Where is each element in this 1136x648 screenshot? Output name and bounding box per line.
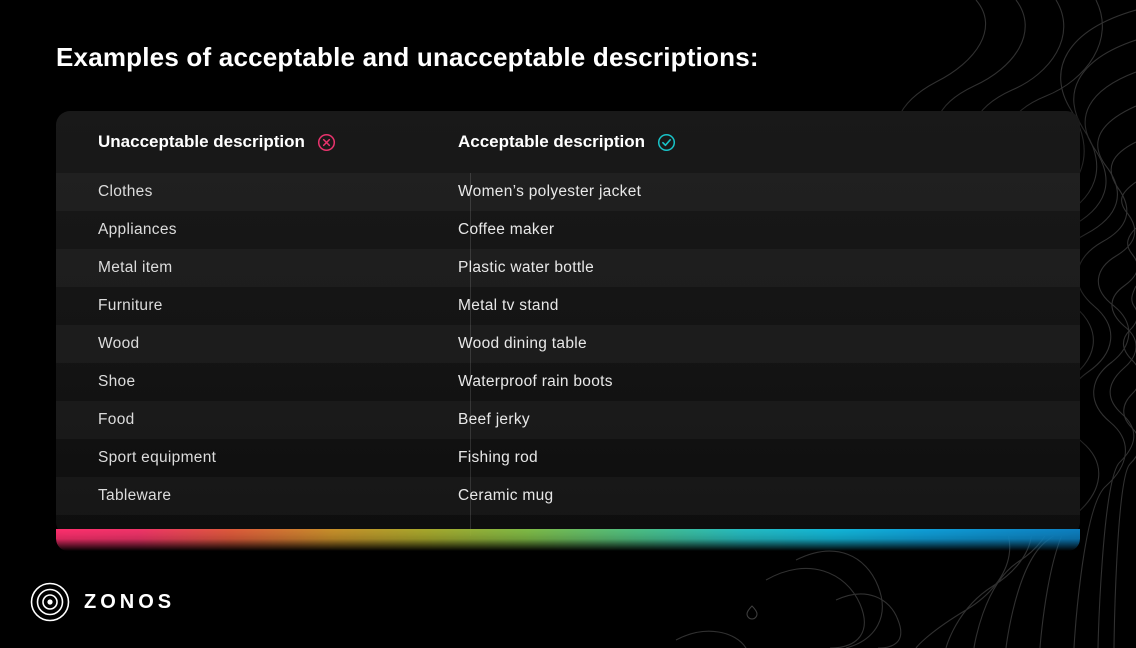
table-row <box>56 211 1080 249</box>
table-row <box>56 249 1080 287</box>
cell-acceptable: Ceramic mug <box>458 487 554 504</box>
cell-acceptable: Women’s polyester jacket <box>458 183 642 200</box>
cell-acceptable: Metal tv stand <box>458 297 559 314</box>
comparison-table-card <box>56 111 1080 536</box>
column-header-acceptable <box>458 132 998 152</box>
page-title: Examples of acceptable and unacceptable descriptions: <box>56 42 759 72</box>
column-header-unacceptable-label: Unacceptable description <box>98 132 305 151</box>
cell-unacceptable: Food <box>98 411 135 428</box>
circle-x-icon <box>317 133 336 152</box>
cell-unacceptable: Sport equipment <box>98 449 217 466</box>
table-row <box>56 439 1080 477</box>
cell-unacceptable: Appliances <box>98 221 177 238</box>
cell-acceptable: Waterproof rain boots <box>458 373 613 390</box>
table-row <box>56 401 1080 439</box>
cell-unacceptable: Furniture <box>98 297 163 314</box>
table-row <box>56 477 1080 515</box>
table-body <box>56 173 1080 515</box>
cell-acceptable: Fishing rod <box>458 449 538 466</box>
cell-acceptable: Beef jerky <box>458 411 530 428</box>
table-header-row <box>56 111 1080 173</box>
table-row <box>56 173 1080 211</box>
cell-unacceptable: Tableware <box>98 487 172 504</box>
cell-unacceptable: Metal item <box>98 259 173 276</box>
circle-check-icon <box>657 133 676 152</box>
table-row <box>56 325 1080 363</box>
cell-acceptable: Coffee maker <box>458 221 555 238</box>
footer-logo <box>30 582 175 622</box>
column-divider <box>470 173 471 536</box>
cell-unacceptable: Clothes <box>98 183 153 200</box>
column-header-acceptable-label: Acceptable description <box>458 132 646 151</box>
table-row <box>56 363 1080 401</box>
small-watermark-icon <box>744 604 760 620</box>
table-row <box>56 287 1080 325</box>
column-header-unacceptable <box>98 132 458 152</box>
cell-unacceptable: Shoe <box>98 373 136 390</box>
zonos-spiral-logo-icon <box>30 582 70 622</box>
rainbow-accent-bar <box>56 529 1080 551</box>
cell-unacceptable: Wood <box>98 335 140 352</box>
cell-acceptable: Plastic water bottle <box>458 259 595 276</box>
cell-acceptable: Wood dining table <box>458 335 587 352</box>
brand-name: ZONOS <box>84 590 176 613</box>
